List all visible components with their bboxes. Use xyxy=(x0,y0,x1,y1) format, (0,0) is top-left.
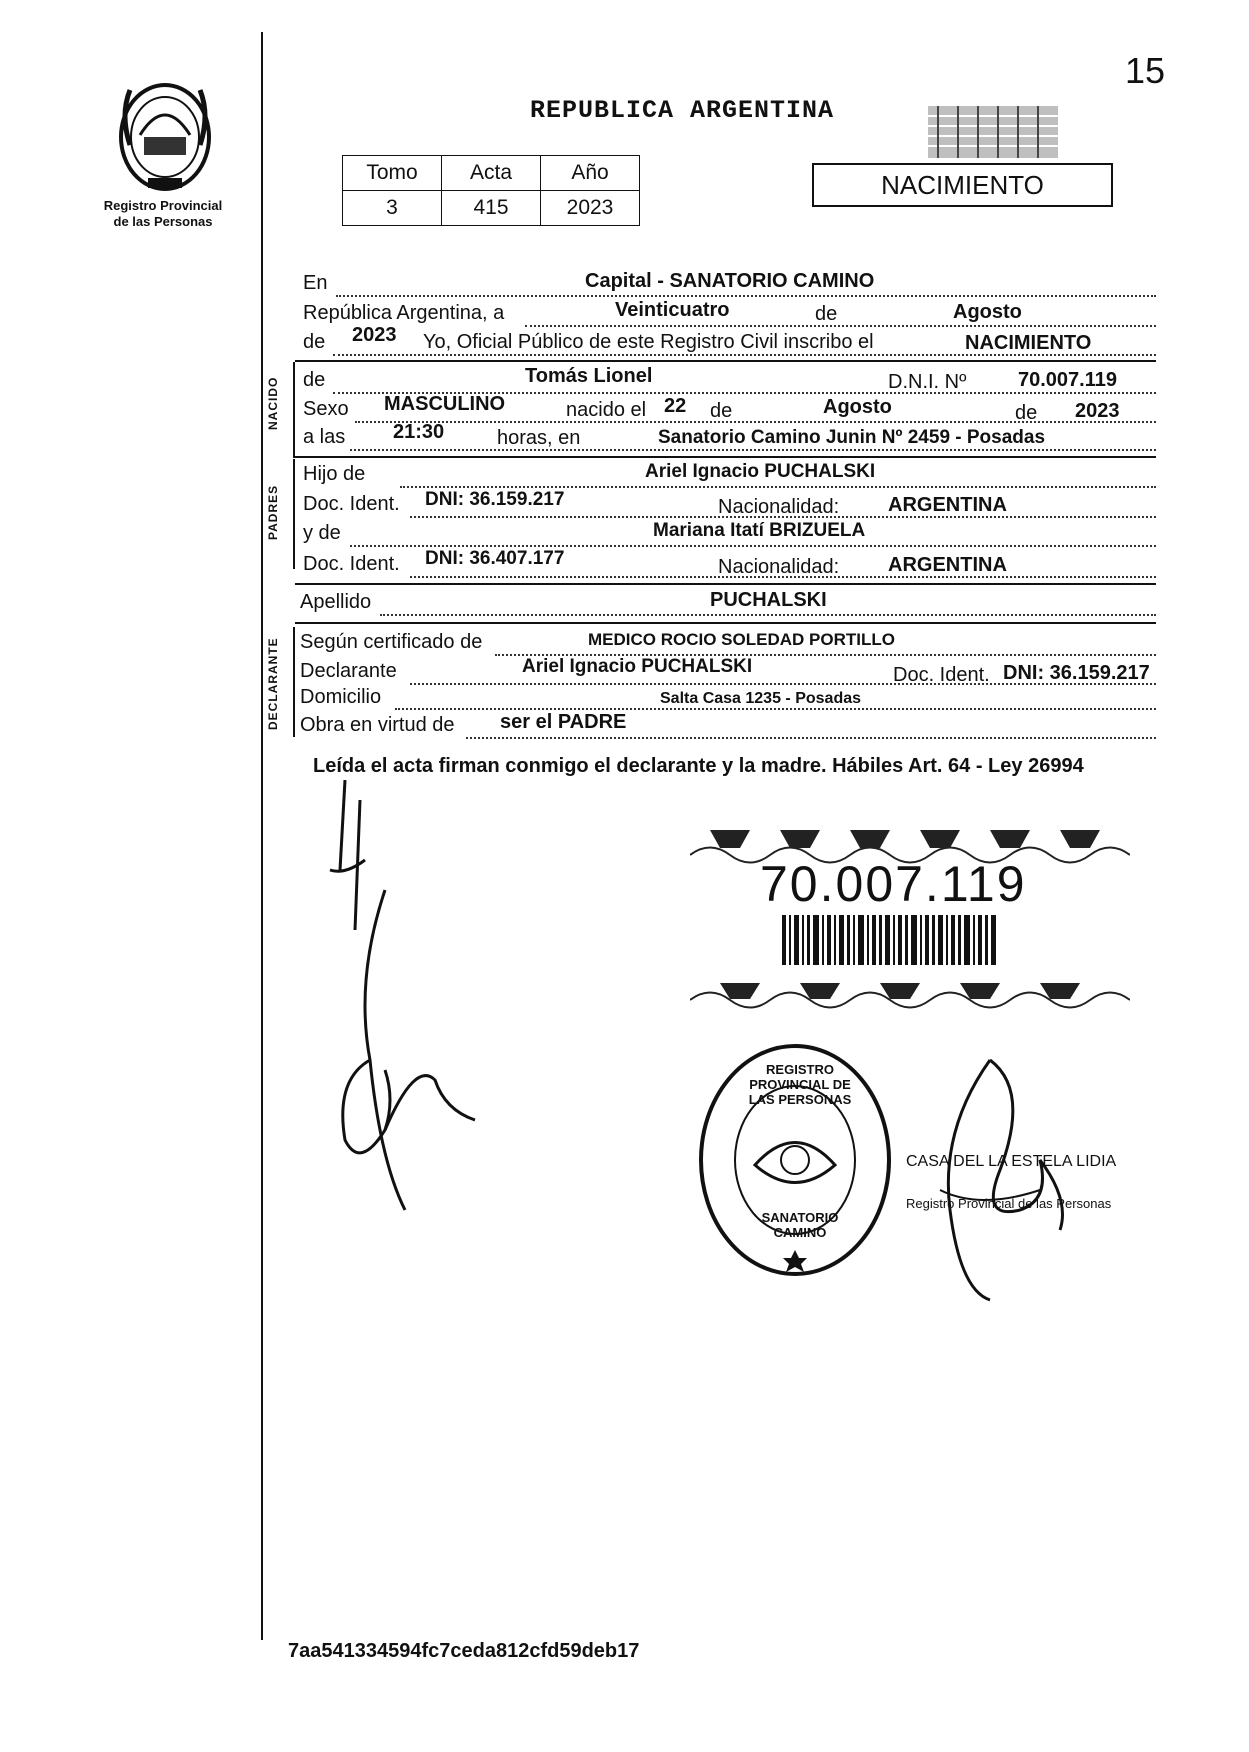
label-de: de xyxy=(303,369,326,391)
stamp-inner-text: SANATORIO CAMINO xyxy=(761,1210,839,1240)
header-tomo: Tomo xyxy=(343,156,442,191)
section-separator xyxy=(295,456,1156,458)
label-doc-ident: Doc. Ident. xyxy=(893,664,990,686)
label-obra: Obra en virtud de xyxy=(300,714,455,736)
dni-number: 70.007.119 xyxy=(760,856,1027,912)
dotted-line xyxy=(350,545,1156,547)
official-title: Registro Provincial de las Personas xyxy=(906,1196,1112,1211)
section-bracket xyxy=(293,627,295,737)
value-dni: 70.007.119 xyxy=(1018,369,1117,391)
value-declarante: Ariel Ignacio PUCHALSKI xyxy=(522,656,753,677)
value-father: Ariel Ignacio PUCHALSKI xyxy=(645,461,876,482)
section-separator xyxy=(295,622,1156,624)
label-domicilio: Domicilio xyxy=(300,686,382,708)
label-a-las: a las xyxy=(303,426,346,448)
value-year: 2023 xyxy=(352,324,397,346)
security-pattern-icon xyxy=(928,106,1058,158)
value-day: Veinticuatro xyxy=(615,299,730,321)
signature-note: Leída el acta firman conmigo el declarante y la madre. Hábiles Art. 64 - Ley 26994 xyxy=(313,755,1084,777)
value-birth-month: Agosto xyxy=(823,396,892,418)
value-ano: 2023 xyxy=(541,191,640,226)
label-republica: República Argentina, a xyxy=(303,302,505,324)
value-acta: 415 xyxy=(442,191,541,226)
side-label-declarante: DECLARANTE xyxy=(266,637,280,730)
value-certificado: MEDICO ROCIO SOLEDAD PORTILLO xyxy=(588,630,895,649)
label-inscribo: Yo, Oficial Público de este Registro Civil inscribo el xyxy=(423,331,874,353)
value-tomo: 3 xyxy=(343,191,442,226)
dotted-line xyxy=(336,295,1156,297)
section-bracket xyxy=(293,459,295,569)
value-sexo: MASCULINO xyxy=(384,393,506,415)
value-name: Tomás Lionel xyxy=(525,365,653,387)
value-mother-doc: DNI: 36.407.177 xyxy=(425,548,565,569)
label-de: de xyxy=(303,331,326,353)
value-declarante-doc: DNI: 36.159.217 xyxy=(1003,662,1150,684)
section-separator xyxy=(295,360,1156,362)
margin-line xyxy=(261,32,263,1640)
value-apellido: PUCHALSKI xyxy=(710,589,827,611)
value-inscribo: NACIMIENTO xyxy=(965,332,1092,354)
official-name: CASA DEL LA ESTELA LIDIA xyxy=(906,1153,1117,1170)
value-en: Capital - SANATORIO CAMINO xyxy=(585,270,875,292)
label-de: de xyxy=(815,303,838,325)
value-place: Sanatorio Camino Junin Nº 2459 - Posadas xyxy=(658,427,1046,448)
dotted-line xyxy=(395,708,1156,710)
page-number: 15 xyxy=(1125,50,1166,91)
label-horas: horas, en xyxy=(497,427,581,449)
declarant-signature xyxy=(325,780,505,1230)
country-title: REPUBLICA ARGENTINA xyxy=(530,96,835,125)
value-father-doc: DNI: 36.159.217 xyxy=(425,489,565,510)
header-acta: Acta xyxy=(442,156,541,191)
dotted-line xyxy=(400,486,1156,488)
provincial-seal-logo xyxy=(100,75,230,205)
label-declarante: Declarante xyxy=(300,660,397,682)
label-apellido: Apellido xyxy=(300,591,372,613)
label-nacionalidad: Nacionalidad: xyxy=(718,496,840,518)
official-signature xyxy=(920,1050,1100,1310)
value-month: Agosto xyxy=(953,301,1022,323)
label-en: En xyxy=(303,272,328,294)
header-ano: Año xyxy=(541,156,640,191)
label-y-de: y de xyxy=(303,522,341,544)
barcode-icon xyxy=(782,915,1002,965)
value-mother-nationality: ARGENTINA xyxy=(888,554,1007,576)
label-dni: D.N.I. Nº xyxy=(888,371,967,393)
value-domicilio: Salta Casa 1235 - Posadas xyxy=(660,690,862,707)
side-label-padres: PADRES xyxy=(266,484,280,540)
dotted-line xyxy=(525,325,1156,327)
value-mother: Mariana Itatí BRIZUELA xyxy=(653,520,866,541)
reference-table xyxy=(342,155,640,226)
side-label-nacido: NACIDO xyxy=(266,376,280,430)
value-obra: ser el PADRE xyxy=(500,711,627,733)
label-sexo: Sexo xyxy=(303,398,349,420)
dotted-line xyxy=(380,614,1156,616)
value-birth-year: 2023 xyxy=(1075,400,1120,422)
label-doc-ident: Doc. Ident. xyxy=(303,553,400,575)
dotted-line xyxy=(350,449,1156,451)
section-bracket xyxy=(293,362,295,458)
label-nacionalidad: Nacionalidad: xyxy=(718,556,840,578)
document-hash: 7aa541334594fc7ceda812cfd59deb17 xyxy=(288,1640,640,1662)
security-pattern-icon xyxy=(690,975,1130,1015)
label-nacido: nacido el xyxy=(566,399,647,421)
section-separator xyxy=(295,583,1156,585)
value-father-nationality: ARGENTINA xyxy=(888,494,1007,516)
label-hijo-de: Hijo de xyxy=(303,463,366,485)
dotted-line xyxy=(466,737,1156,739)
value-hour: 21:30 xyxy=(393,421,445,443)
value-birth-day: 22 xyxy=(664,395,687,417)
registry-name: Registro Provincial de las Personas xyxy=(103,198,223,229)
act-type-box: NACIMIENTO xyxy=(812,163,1113,207)
label-de: de xyxy=(1015,402,1038,424)
label-certificado: Según certificado de xyxy=(300,631,483,653)
label-doc-ident: Doc. Ident. xyxy=(303,493,400,515)
stamp-ring-text: REGISTRO PROVINCIAL DE LAS PERSONAS xyxy=(748,1062,852,1107)
label-de: de xyxy=(710,400,733,422)
